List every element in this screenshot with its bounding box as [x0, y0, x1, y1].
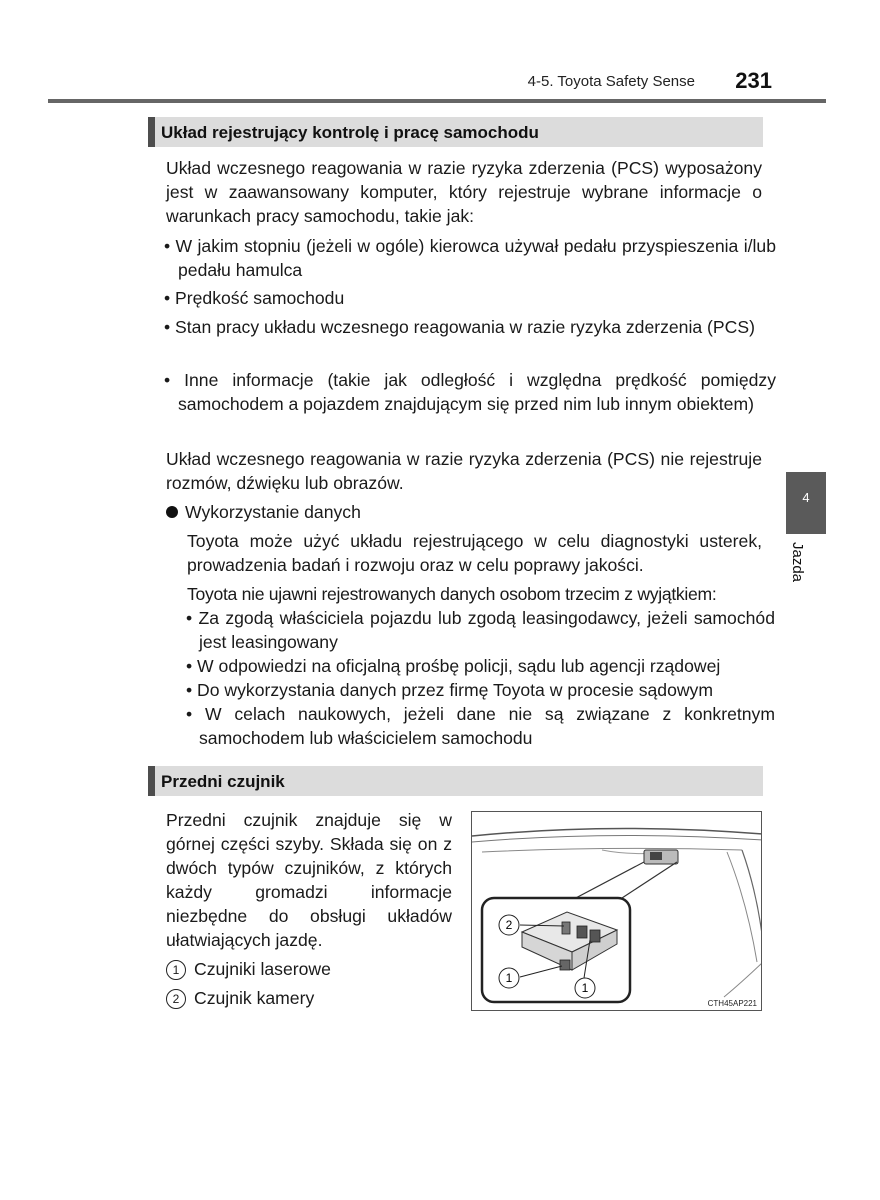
legend-label: Czujnik kamery	[194, 988, 315, 1008]
bullet-dot-icon	[166, 506, 178, 518]
list-item: • W jakim stopniu (jeżeli w ogóle) kierowca używał pedału przyspieszenia i/lub pedału hamulca	[164, 236, 776, 280]
figure-callout: 1	[581, 981, 589, 995]
figure-callout: 1	[505, 971, 513, 985]
section-heading-accent	[148, 117, 155, 147]
section-heading-bar	[148, 117, 763, 147]
list-item: • Prędkość samochodu	[164, 288, 345, 308]
legend-label: Czujniki laserowe	[194, 959, 331, 979]
header-section-title: 4-5. Toyota Safety Sense	[527, 73, 695, 90]
callout-number: 1	[166, 960, 186, 980]
note-paragraph: Układ wczesnego reagowania w razie ryzyka zderzenia (PCS) nie rejestruje rozmów, dźwięku lub obrazów.	[166, 449, 762, 493]
windshield-sensor-drawing	[472, 812, 762, 1011]
list-item: • Za zgodą właściciela pojazdu lub zgodą leasingodawcy, jeżeli samochód jest leasingowany	[186, 608, 775, 652]
section-heading-title: Układ rejestrujący kontrolę i pracę samochodu	[161, 123, 539, 142]
subheading	[166, 500, 361, 524]
list-item: • Do wykorzystania danych przez firmę Toyota w procesie sądowym	[186, 680, 714, 700]
figure-code: CTH45AP221	[707, 999, 757, 1008]
section-heading-bar	[148, 766, 763, 796]
callout-number: 2	[166, 989, 186, 1009]
list-item: • W celach naukowych, jeżeli dane nie są związane z konkretnym samochodem lub właścicielem samochodu	[186, 704, 775, 748]
chapter-tab-label: Jazda	[789, 542, 806, 583]
front-sensor-illustration	[471, 811, 762, 1011]
list-item: • Stan pracy układu wczesnego reagowania w razie ryzyka zderzenia (PCS)	[164, 317, 755, 337]
figure-callout: 2	[505, 918, 513, 932]
chapter-tab-number: 4	[802, 490, 810, 505]
sub-paragraph: Toyota nie ujawni rejestrowanych danych osobom trzecim z wyjątkiem:	[187, 584, 717, 604]
list-item: • Inne informacje (takie jak odległość i względna prędkość pomiędzy samochodem a pojazdem znajdującym się przed nim lub innym obiektem)	[164, 370, 776, 414]
list-item: • W odpowiedzi na oficjalną prośbę policji, sądu lub agencji rządowej	[186, 656, 721, 676]
sensor-description: Przedni czujnik znajduje się w górnej części szyby. Składa się on z dwóch typów czujników, z których każdy gromadzi informacje niezbędne do obsługi układów ułatwiających jazdę.	[166, 810, 452, 950]
sub-paragraph: Toyota może użyć układu rejestrującego w celu diagnostyki usterek, prowadzenia badań i rozwoju oraz w celu poprawy jakości.	[187, 531, 762, 575]
subheading-text: Wykorzystanie danych	[185, 502, 361, 522]
page-number: 231	[735, 68, 772, 93]
section-heading-title: Przedni czujnik	[161, 772, 285, 791]
section-heading-accent	[148, 766, 155, 796]
legend-item-camera	[166, 986, 314, 1010]
header-rule	[48, 99, 826, 103]
intro-paragraph: Układ wczesnego reagowania w razie ryzyka zderzenia (PCS) wyposażony jest w zaawansowany komputer, który rejestruje wybrane informacje o warunkach pracy samochodu, takie jak:	[166, 158, 762, 226]
legend-item-laser	[166, 957, 331, 981]
